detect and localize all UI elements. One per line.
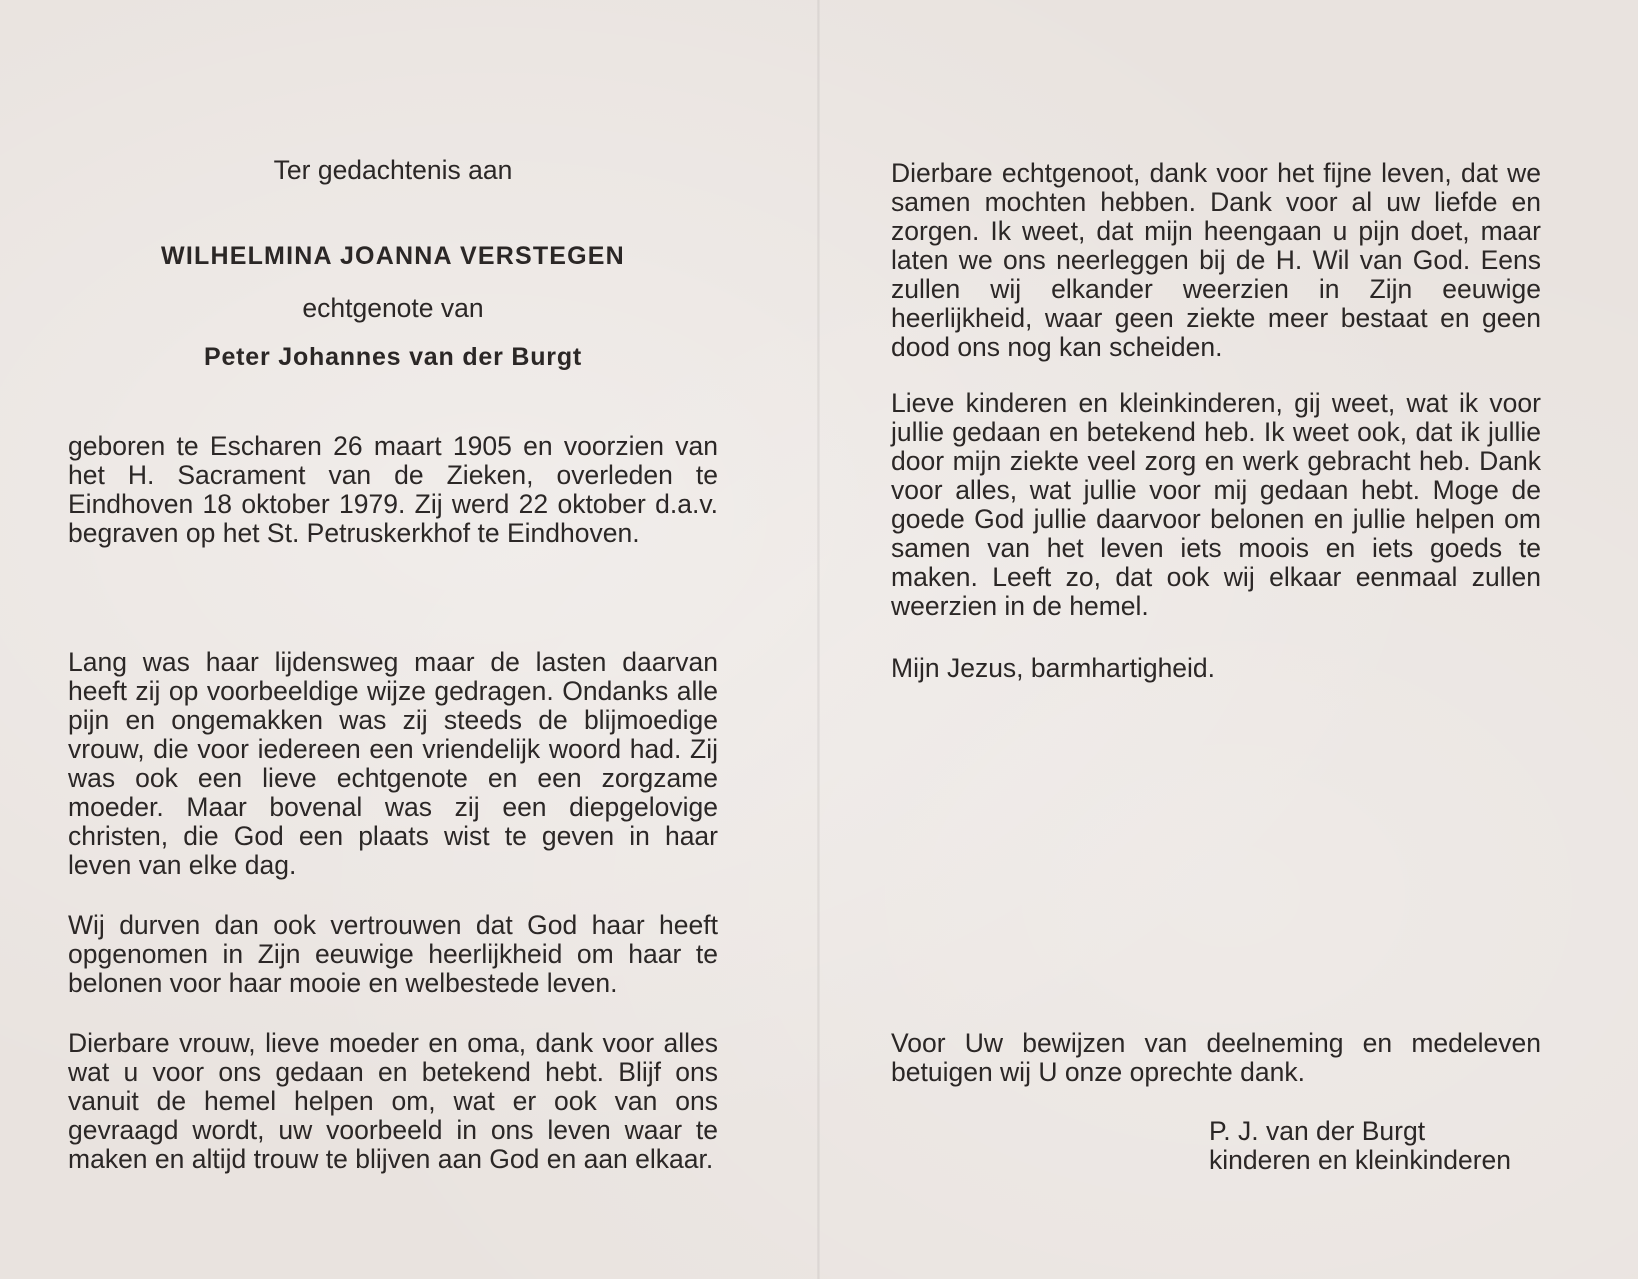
thanks-paragraph: Voor Uw bewijzen van deelneming en medeleven betuigen wij U onze oprechte dank.	[891, 1028, 1541, 1087]
signature-line-name: P. J. van der Burgt	[1209, 1116, 1426, 1146]
children-paragraph: Lieve kinderen en kleinkinderen, gij weet, wat ik voor jullie gedaan en betekend heb. Ik weet ook, dat ik jullie door mijn ziekte veel zorg en werk gebracht heb. Dank voor alles, wat jullie voor mij gedaan hebt. Moge de goede God jullie daarvoor belonen en jullie helpen om samen van het leven iets moois en iets goeds te maken. Leeft zo, dat ook wij elkaar eenmaal zullen weerzien in de hemel.	[891, 388, 1541, 621]
suffering-paragraph: Lang was haar lijdensweg maar de lasten daarvan heeft zij op voorbeeldige wijze gedragen. Ondanks alle pijn en ongemakken was zij steeds de blijmoedige vrouw, die voor iedereen een vriendelijk woord had. Zij was ook een lieve echtgenote en een zorgzame moeder. Maar bovenal was zij een diepgelovige christen, die God een plaats wist te geven in haar leven van elke dag.	[68, 647, 718, 880]
spouse-label: echtgenote van	[302, 293, 484, 323]
signature-block	[1209, 1117, 1549, 1175]
trust-paragraph: Wij durven dan ook vertrouwen dat God haar heeft opgenomen in Zijn eeuwige heerlijkheid om haar te belonen voor haar mooie en welbestede leven.	[68, 910, 718, 998]
prayer-line: Mijn Jezus, barmhartigheid.	[891, 653, 1216, 683]
deceased-name: WILHELMINA JOANNA VERSTEGEN	[161, 242, 625, 270]
birth-paragraph: geboren te Escharen 26 maart 1905 en voorzien van het H. Sacrament van de Zieken, overleden te Eindhoven 18 oktober 1979. Zij werd 22 oktober d.a.v. begraven op het St. Petruskerkhof te Eindhoven.	[68, 431, 718, 548]
signature-line-family: kinderen en kleinkinderen	[1209, 1145, 1512, 1175]
center-fold	[817, 0, 820, 1279]
wife-paragraph: Dierbare vrouw, lieve moeder en oma, dank voor alles wat u voor ons gedaan en betekend hebt. Blijf ons vanuit de hemel helpen om, wat er ook van ons gevraagd wordt, uw voorbeeld in ons leven waar te maken en altijd trouw te blijven aan God en aan elkaar.	[68, 1028, 718, 1174]
spouse-name: Peter Johannes van der Burgt	[203, 343, 583, 371]
husband-paragraph: Dierbare echtgenoot, dank voor het fijne leven, dat we samen mochten hebben. Dank voor al uw liefde en zorgen. Ik weet, dat mijn heengaan u pijn doet, maar laten we ons neerleggen bij de H. Wil van God. Eens zullen wij elkander weerzien in Zijn eeuwige heerlijkheid, waar geen ziekte meer bestaat en geen dood ons nog kan scheiden.	[891, 158, 1541, 362]
intro-line: Ter gedachtenis aan	[273, 155, 513, 185]
